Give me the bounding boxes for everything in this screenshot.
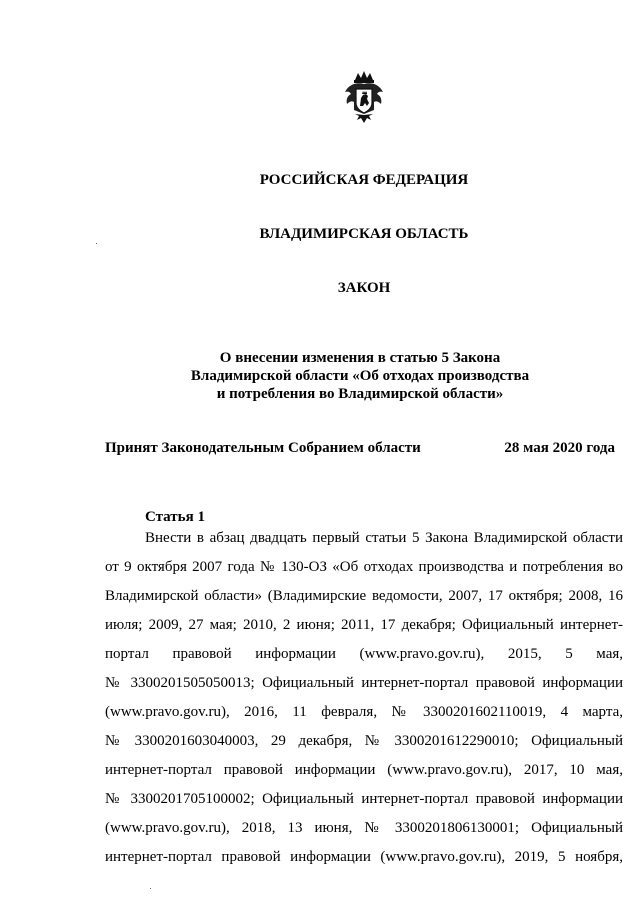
adopted-by-label: Принят Законодательным Собранием области (105, 440, 421, 456)
article-heading: Статья 1 (145, 509, 205, 525)
region-heading: ВЛАДИМИРСКАЯ ОБЛАСТЬ (259, 226, 469, 242)
document-type-heading: ЗАКОН (337, 280, 391, 296)
subject-line: и потребления во Владимирской области» (216, 386, 504, 402)
article-body (105, 524, 623, 872)
body-line: (www.pravo.gov.ru), 2018, 13 июня, № 3300201806130001; Официальный (105, 820, 623, 836)
subject-line: О внесении изменения в статью 5 Закона (219, 350, 501, 366)
law-subject-title (150, 349, 570, 403)
body-line: от 9 октября 2007 года № 130-ОЗ «Об отходах производства и потребления во (105, 559, 623, 575)
body-line: интернет-портал правовой информации (www.pravo.gov.ru), 2017, 10 мая, (105, 762, 623, 778)
body-line: Внести в абзац двадцать первый статьи 5 Закона Владимирской области (145, 530, 623, 546)
body-line: интернет-портал правовой информации (www.pravo.gov.ru), 2019, 5 ноября, (105, 849, 623, 865)
body-line: июля; 2009, 27 мая; 2010, 2 июня; 2011, 17 декабря; Официальный интернет- (105, 617, 623, 633)
body-line: (www.pravo.gov.ru), 2016, 11 февраля, № 3300201602110019, 4 марта, (105, 704, 623, 720)
body-line: № 3300201705100002; Официальный интернет-портал правовой информации (105, 791, 623, 807)
country-heading: РОССИЙСКАЯ ФЕДЕРАЦИЯ (259, 172, 469, 188)
scan-speck (150, 888, 151, 889)
body-line: портал правовой информации (www.pravo.gov.ru), 2015, 5 мая, (105, 646, 623, 662)
adoption-line (105, 439, 615, 457)
body-line: Владимирской области» (Владимирские ведомости, 2007, 17 октября; 2008, 16 (105, 588, 623, 604)
body-line: № 3300201603040003, 29 декабря, № 3300201612290010; Официальный (105, 733, 623, 749)
subject-line: Владимирской области «Об отходах производства (190, 368, 530, 384)
body-line: № 3300201505050013; Официальный интернет-портал правовой информации (105, 675, 623, 691)
adoption-date: 28 мая 2020 года (504, 440, 615, 456)
scan-speck (96, 243, 97, 244)
coat-of-arms-emblem (343, 70, 385, 124)
